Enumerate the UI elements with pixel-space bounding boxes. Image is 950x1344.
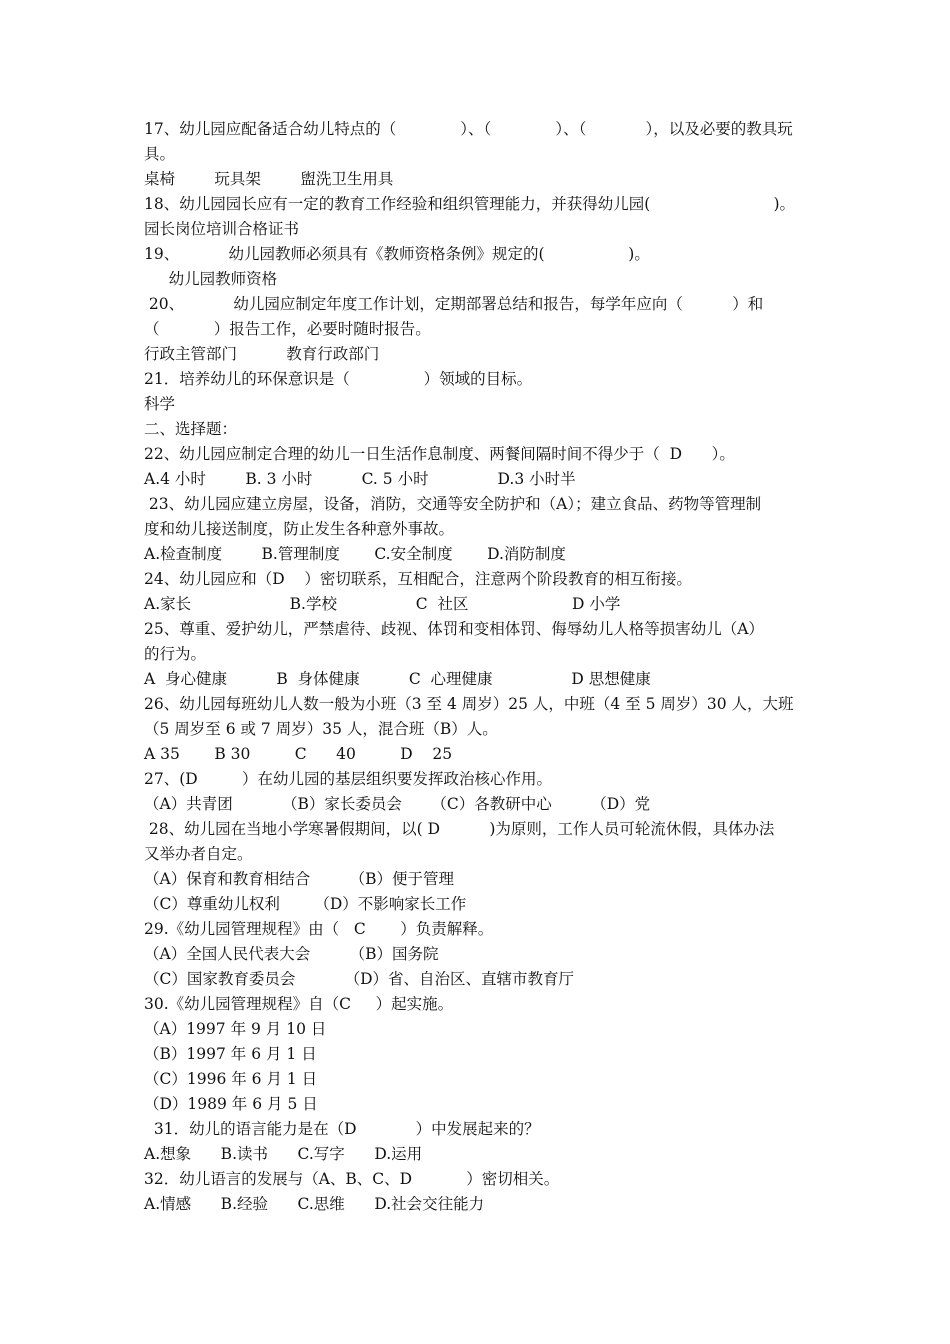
text-line: 32．幼儿语言的发展与（A、B、C、D ）密切相关。 xyxy=(144,1170,560,1188)
text-line: 18、幼儿园园长应有一定的教育工作经验和组织管理能力，并获得幼儿园( )。 xyxy=(144,195,795,213)
document-body xyxy=(144,117,808,1217)
text-line: A.家长 B.学校 C 社区 D 小学 xyxy=(144,595,621,613)
text-line: 20、 幼儿园应制定年度工作计划，定期部署总结和报告，每学年应向（ ）和 xyxy=(144,295,764,313)
text-line: 21．培养幼儿的环保意识是（ ）领域的目标。 xyxy=(144,370,533,388)
text-line: （ ）报告工作，必要时随时报告。 xyxy=(144,320,431,338)
text-line: A.想象 B.读书 C.写字 D.运用 xyxy=(144,1145,423,1163)
text-line: 桌椅 玩具架 盥洗卫生用具 xyxy=(144,170,394,188)
text-line: 17、幼儿园应配备适合幼儿特点的（ ）、（ ）、（ ），以及必要的教具玩 xyxy=(144,120,793,138)
text-line: （D）1989 年 6 月 5 日 xyxy=(144,1095,318,1113)
text-line: 科学 xyxy=(144,395,176,413)
text-line: 又举办者自定。 xyxy=(144,845,253,863)
text-line: 二、选择题： xyxy=(144,420,238,438)
text-line: 行政主管部门 教育行政部门 xyxy=(144,345,380,363)
text-line: （A）1997 年 9 月 10 日 xyxy=(144,1020,327,1038)
text-line: 具。 xyxy=(144,145,176,163)
text-line: 幼儿园教师资格 xyxy=(144,270,278,288)
text-line: （A）共青团 （B）家长委员会 （C）各教研中心 （D）党 xyxy=(144,795,651,813)
text-line: 24、幼儿园应和（D ）密切联系，互相配合，注意两个阶段教育的相互衔接。 xyxy=(144,570,692,588)
text-line: 19、 幼儿园教师必须具有《教师资格条例》规定的( )。 xyxy=(144,245,650,263)
text-line: （A）保育和教育相结合 （B）便于管理 xyxy=(144,870,455,888)
text-line: 园长岗位培训合格证书 xyxy=(144,220,300,238)
text-line: （B）1997 年 6 月 1 日 xyxy=(144,1045,317,1063)
text-line: 的行为。 xyxy=(144,645,207,663)
text-line: A.检查制度 B.管理制度 C.安全制度 D.消防制度 xyxy=(144,545,566,563)
text-line: 28、幼儿园在当地小学寒暑假期间，以( D )为原则，工作人员可轮流休假，具体办法 xyxy=(144,820,775,838)
text-line: A 身心健康 B 身体健康 C 心理健康 D 思想健康 xyxy=(144,670,651,688)
text-line: A.情感 B.经验 C.思维 D.社会交往能力 xyxy=(144,1195,485,1213)
text-line: 31．幼儿的语言能力是在（D ）中发展起来的？ xyxy=(144,1120,540,1138)
text-line: 22、幼儿园应制定合理的幼儿一日生活作息制度、两餐间隔时间不得少于（ D ）。 xyxy=(144,445,735,463)
text-line: （5 周岁至 6 或 7 周岁）35 人，混合班（B）人。 xyxy=(144,720,498,738)
text-line: 29.《幼儿园管理规程》由（ C ）负责解释。 xyxy=(144,920,494,938)
text-line: 27、(D ）在幼儿园的基层组织要发挥政治核心作用。 xyxy=(144,770,553,788)
text-line: （C）1996 年 6 月 1 日 xyxy=(144,1070,318,1088)
text-line: （C）国家教育委员会 （D）省、自治区、直辖市教育厅 xyxy=(144,970,575,988)
text-line: 25、尊重、爱护幼儿，严禁虐待、歧视、体罚和变相体罚、侮辱幼儿人格等损害幼儿（A） xyxy=(144,620,764,638)
text-line: A.4 小时 B. 3 小时 C. 5 小时 D.3 小时半 xyxy=(144,470,576,488)
text-line: 30.《幼儿园管理规程》自（C ）起实施。 xyxy=(144,995,454,1013)
text-line: 度和幼儿接送制度，防止发生各种意外事故。 xyxy=(144,520,455,538)
text-line: 26、幼儿园每班幼儿人数一般为小班（3 至 4 周岁）25 人，中班（4 至 5 周岁）30 人，大班 xyxy=(144,695,794,713)
text-line: （A）全国人民代表大会 （B）国务院 xyxy=(144,945,439,963)
text-line: A 35 B 30 C 40 D 25 xyxy=(144,745,453,763)
text-line: （C）尊重幼儿权利 （D）不影响家长工作 xyxy=(144,895,467,913)
text-line: 23、幼儿园应建立房屋，设备，消防，交通等安全防护和（A）；建立食品、药物等管理制 xyxy=(144,495,762,513)
